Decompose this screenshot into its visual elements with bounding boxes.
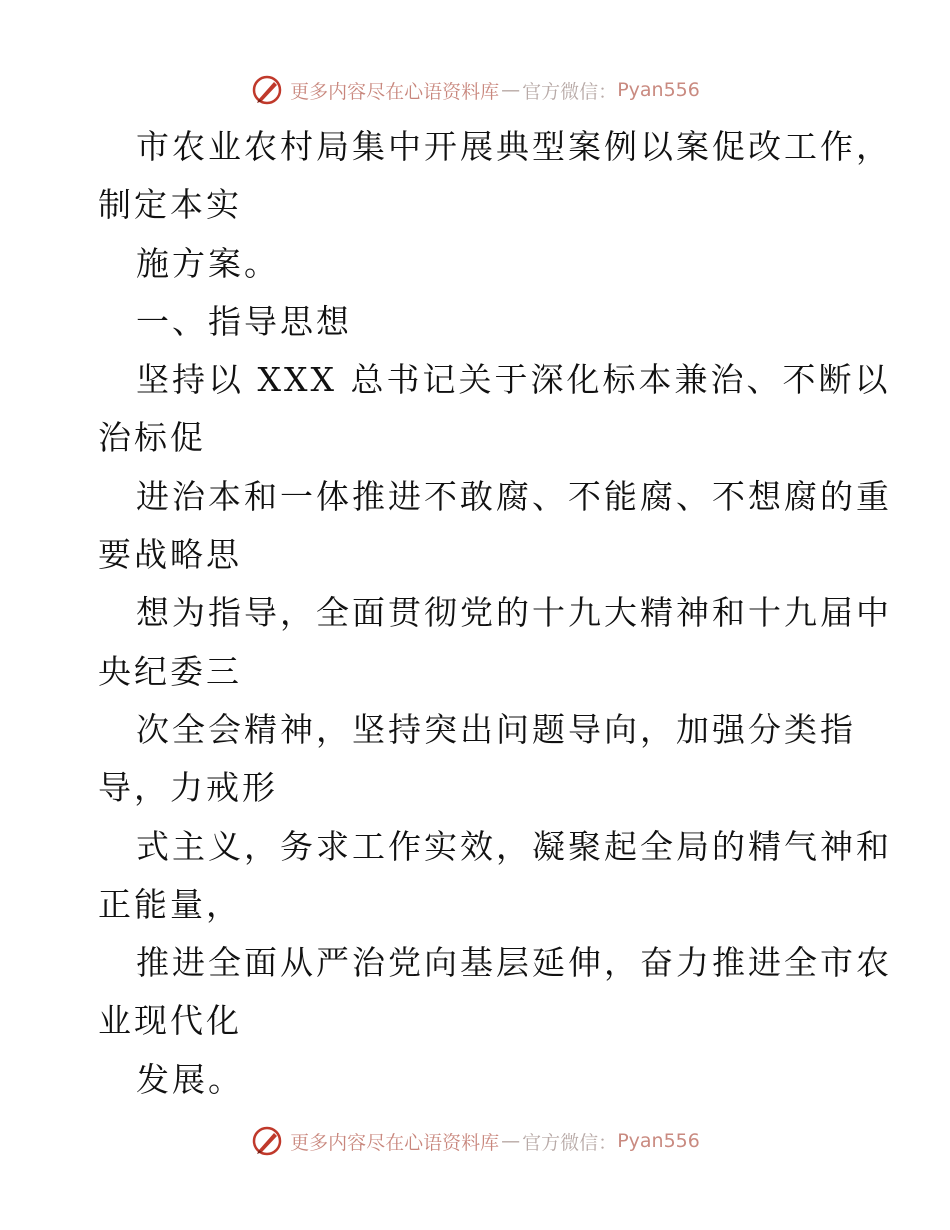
banner-separator: — (501, 1130, 521, 1152)
text-line: 市农业农村局集中开展典型案例以案促改工作， (136, 127, 892, 166)
banner-text: 更多内容尽在心语资料库 (290, 1131, 500, 1154)
pen-logo-icon (250, 1124, 284, 1158)
header-watermark-banner (0, 70, 950, 110)
banner-wechat-id: Pyan556 (617, 1130, 700, 1152)
text-line: 业现代化 (98, 1001, 242, 1041)
text-line: 次全会精神，坚持突出问题导向，加强分类指 (136, 709, 856, 749)
text-line: 推进全面从严治党向基层延伸，奋力推进全市农 (136, 943, 892, 983)
banner-wechat-label: 官方微信： (522, 1131, 618, 1154)
text-line: 坚持以 XXX 总书记关于深化标本兼治、不断以 (136, 360, 891, 400)
text-line: 式主义，务求工作实效，凝聚起全局的精气神和 (136, 826, 892, 866)
text-line: 要战略思 (98, 535, 242, 575)
text-line: 治标促 (98, 418, 206, 458)
text-line: 施方案。 (136, 243, 280, 283)
text-line: 想为指导，全面贯彻党的十九大精神和十九届中 (136, 593, 892, 633)
text-line: 导，力戒形 (98, 768, 278, 808)
text-line: 央纪委三 (98, 651, 242, 691)
document-body (98, 118, 892, 1109)
text-line: 进治本和一体推进不敢腐、不能腐、不想腐的重 (136, 476, 892, 516)
section-heading: 一、指导思想 (136, 301, 352, 341)
banner-wechat-label: 官方微信： (522, 80, 618, 103)
text-line: 正能量， (98, 884, 242, 924)
footer-watermark-banner (0, 1121, 950, 1161)
text-line: 制定本实 (98, 185, 242, 225)
banner-wechat-id: Pyan556 (617, 79, 700, 101)
banner-separator: — (501, 79, 521, 101)
text-line: 发展。 (136, 1059, 244, 1099)
banner-text: 更多内容尽在心语资料库 (290, 80, 500, 103)
pen-logo-icon (250, 73, 284, 107)
